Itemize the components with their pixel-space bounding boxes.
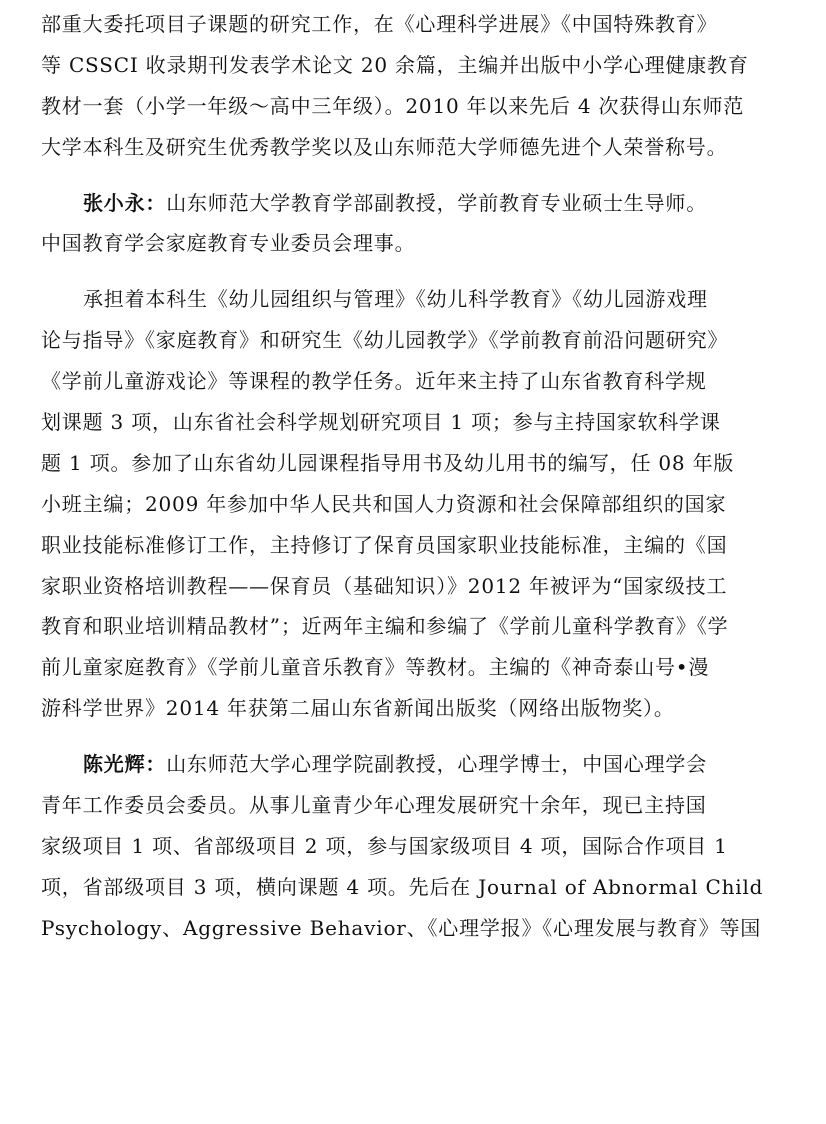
text-line: 小班主编；2009 年参加中华人民共和国人力资源和社会保障部组织的国家 xyxy=(41,491,727,516)
text-line: 前儿童家庭教育》《学前儿童音乐教育》等教材。主编的《神奇泰山号•漫 xyxy=(41,655,710,680)
text-line: 教育和职业培训精品教材”；近两年主编和参编了《学前儿童科学教育》《学 xyxy=(41,614,729,639)
text-line: 大学本科生及研究生优秀教学奖以及山东师范大学师德先进个人荣誉称号。 xyxy=(41,134,728,159)
paragraph-chen-bio xyxy=(41,744,786,948)
text-line: 划课题 3 项，山东省社会科学规划研究项目 1 项；参与主持国家软科学课 xyxy=(41,410,721,435)
text-line: 家级项目 1 项、省部级项目 2 项，参与国家级项目 4 项，国际合作项目 1 xyxy=(41,833,728,858)
text-line: 家职业资格培训教程——保育员（基础知识）》2012 年被评为“国家级技工 xyxy=(41,573,728,598)
text-line: 部重大委托项目子课题的研究工作，在《心理科学进展》《中国特殊教育》 xyxy=(41,12,718,36)
text-line: 论与指导》《家庭教育》和研究生《幼儿园教学》《学前教育前沿问题研究》 xyxy=(41,328,729,353)
author-name-zhang: 张小永： xyxy=(83,190,167,215)
text-line: 项，省部级项目 3 项，横向课题 4 项。先后在 Journal of Abnormal Child xyxy=(41,874,764,899)
text-line xyxy=(41,183,786,224)
text-line: Psychology、Aggressive Behavior、《心理学报》《心理发展与教育》等国 xyxy=(41,915,762,940)
text-span: 山东师范大学心理学院副教授，心理学博士，中国心理学会 xyxy=(166,752,708,777)
text-line: 等 CSSCI 收录期刊发表学术论文 20 余篇，主编并出版中小学心理健康教育 xyxy=(41,52,749,77)
text-line: 青年工作委员会委员。从事儿童青少年心理发展研究十余年，现已主持国 xyxy=(41,793,707,818)
text-line xyxy=(41,744,786,785)
text-line: 教材一套（小学一年级～高中三年级）。2010 年以来先后 4 次获得山东师范 xyxy=(41,93,745,118)
paragraph-zhang-work xyxy=(41,279,786,729)
paragraph-research-achievements xyxy=(41,4,786,168)
text-line: 《学前儿童游戏论》等课程的教学任务。近年来主持了山东省教育科学规 xyxy=(41,369,707,394)
text-line: 中国教育学会家庭教育专业委员会理事。 xyxy=(41,231,416,256)
author-name-chen: 陈光辉： xyxy=(83,752,167,777)
text-line: 承担着本科生《幼儿园组织与管理》《幼儿科学教育》《幼儿园游戏理 xyxy=(83,287,708,312)
paragraph-zhang-bio xyxy=(41,183,786,265)
text-line: 游科学世界》2014 年获第二届山东省新闻出版奖（网络出版物奖）。 xyxy=(41,696,675,721)
text-line: 职业技能标准修订工作，主持修订了保育员国家职业技能标准，主编的《国 xyxy=(41,532,728,557)
text-line: 题 1 项。参加了山东省幼儿园课程指导用书及幼儿用书的编写，任 08 年版 xyxy=(41,450,735,475)
text-span: 山东师范大学教育学部副教授，学前教育专业硕士生导师。 xyxy=(166,190,708,215)
